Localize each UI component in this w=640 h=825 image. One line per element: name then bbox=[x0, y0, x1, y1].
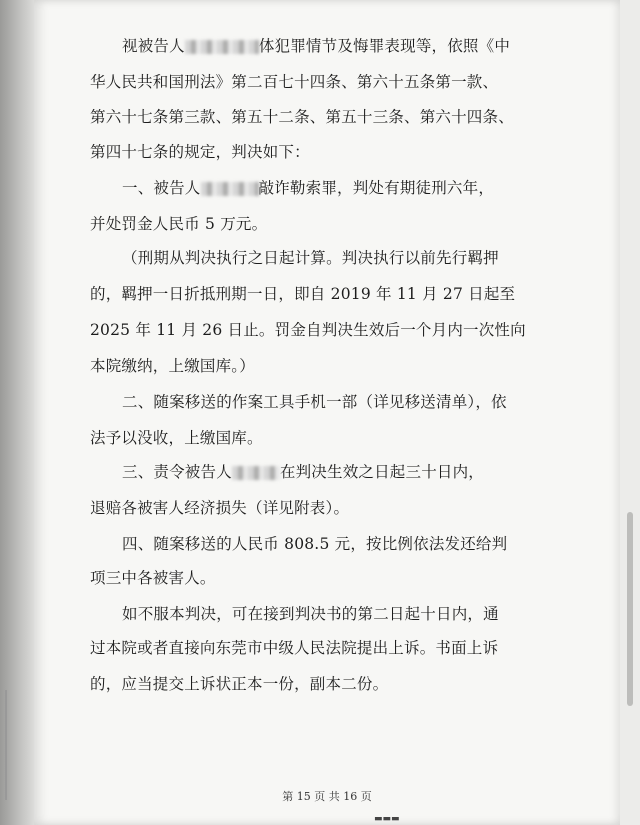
text-line-19: 的，应当提交上诉状正本一份，副本二份。 bbox=[90, 675, 389, 693]
text-line-17: 如不服本判决，可在接到判决书的第二日起十日内，通 bbox=[122, 605, 499, 623]
scrollbar-thumb[interactable] bbox=[627, 512, 633, 706]
text-line-5 bbox=[122, 176, 494, 198]
text-line-16: 项三中各被害人。 bbox=[90, 569, 216, 587]
text-line-18: 过本院或者直接向东莞市中级人民法院提出上诉。书面上诉 bbox=[90, 639, 499, 657]
redacted-name bbox=[232, 466, 280, 480]
text-line-14: 退赔各被害人经济损失（详见附表）。 bbox=[90, 499, 350, 517]
text-segment: 体犯罪情节及悔罪表现等，依照《中 bbox=[258, 37, 511, 55]
text-line-13 bbox=[122, 460, 484, 482]
redacted-name bbox=[201, 182, 259, 196]
text-line-11: 二、随案移送的作案工具手机一部（详见移送清单），依 bbox=[122, 393, 507, 411]
text-line-3: 第六十七条第三款、第五十二条、第五十三条、第六十四条、 bbox=[90, 108, 514, 126]
text-line-1 bbox=[122, 34, 510, 56]
text-line-9: 2025 年 11 月 26 日止。罚金自判决生效后一个月内一次性向 bbox=[90, 321, 526, 339]
text-segment: 在判决生效之日起三十日内， bbox=[279, 463, 485, 481]
text-line-15: 四、随案移送的人民币 808.5 元，按比例依法发还给判 bbox=[122, 535, 508, 553]
text-line-7: （刑期从判决执行之日起计算。判决执行以前先行羁押 bbox=[122, 249, 499, 267]
text-line-6: 并处罚金人民币 5 万元。 bbox=[90, 215, 268, 233]
document-page bbox=[34, 0, 620, 825]
text-line-4: 第四十七条的规定，判决如下： bbox=[90, 143, 310, 161]
text-segment: 三、责令被告人 bbox=[122, 463, 232, 481]
redacted-name bbox=[185, 40, 259, 54]
text-segment: 视被告人 bbox=[122, 37, 185, 55]
text-line-10: 本院缴纳，上缴国库。） bbox=[90, 357, 255, 375]
text-line-8: 的，羁押一日折抵刑期一日，即自 2019 年 11 月 27 日起至 bbox=[90, 285, 516, 303]
text-line-2: 华人民共和国刑法》第二百七十四条、第六十五条第一款、 bbox=[90, 73, 499, 91]
text-segment: 敲诈勒索罪，判处有期徒刑六年， bbox=[258, 179, 495, 197]
text-segment: 一、被告人 bbox=[122, 179, 201, 197]
text-line-12: 法予以没收，上缴国库。 bbox=[90, 429, 263, 447]
stamp-fragment: ▬▬▬ bbox=[374, 814, 400, 824]
page-footer bbox=[34, 788, 620, 804]
scan-artifact bbox=[5, 690, 7, 800]
page-number-label: 第 15 页 共 16 页 bbox=[282, 790, 372, 803]
